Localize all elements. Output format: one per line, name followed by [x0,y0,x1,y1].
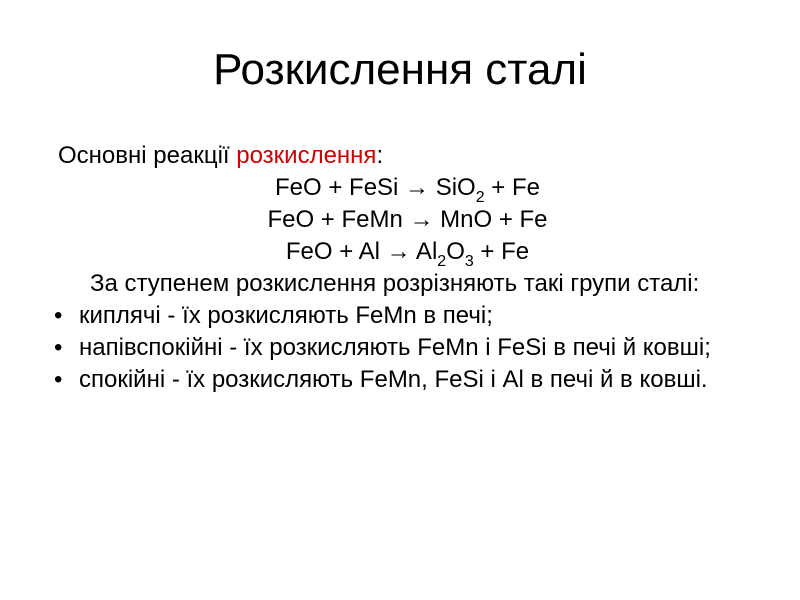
equation-1 [50,172,760,204]
steel-groups-list [50,300,760,396]
intro-suffix: : [376,142,384,169]
equation-3-left: FeO + Al → Al [285,238,438,265]
slide-title: Розкислення сталі [213,45,587,94]
equation-3-subscript-1: 2 [437,253,447,270]
slide-content [50,140,760,396]
equation-3 [50,236,760,268]
bullet-icon: • [54,334,63,361]
equation-1-right: + Fe [484,174,540,201]
equation-3-mid: O [446,238,465,265]
list-item-text: спокійні - їх розкисляють FeMn, FeSi і Al в печі й в ковші. [79,366,708,393]
intro-line [50,140,760,172]
intro-highlight: розкислення [236,142,377,169]
list-item [50,364,760,396]
list-item [50,332,760,364]
bullet-icon: • [54,366,63,393]
bullet-icon: • [54,302,63,329]
equation-3-subscript-2: 3 [464,253,474,270]
list-item-text: киплячі - їх розкисляють FeMn в печі; [79,302,493,329]
list-item [50,300,760,332]
list-item-text: напівспокійні - їх розкисляють FeMn і FeSi в печі й ковші; [79,334,711,361]
equation-3-right: + Fe [473,238,530,265]
classification-paragraph: За ступенем розкислення розрізняють такі групи сталі: [90,270,700,297]
intro-prefix: Основні реакції [58,142,237,169]
equation-1-left: FeO + FeSi → SiO [275,174,476,201]
equation-2: FeO + FeMn → MnO + Fe [267,206,548,233]
equation-1-subscript: 2 [475,189,485,206]
